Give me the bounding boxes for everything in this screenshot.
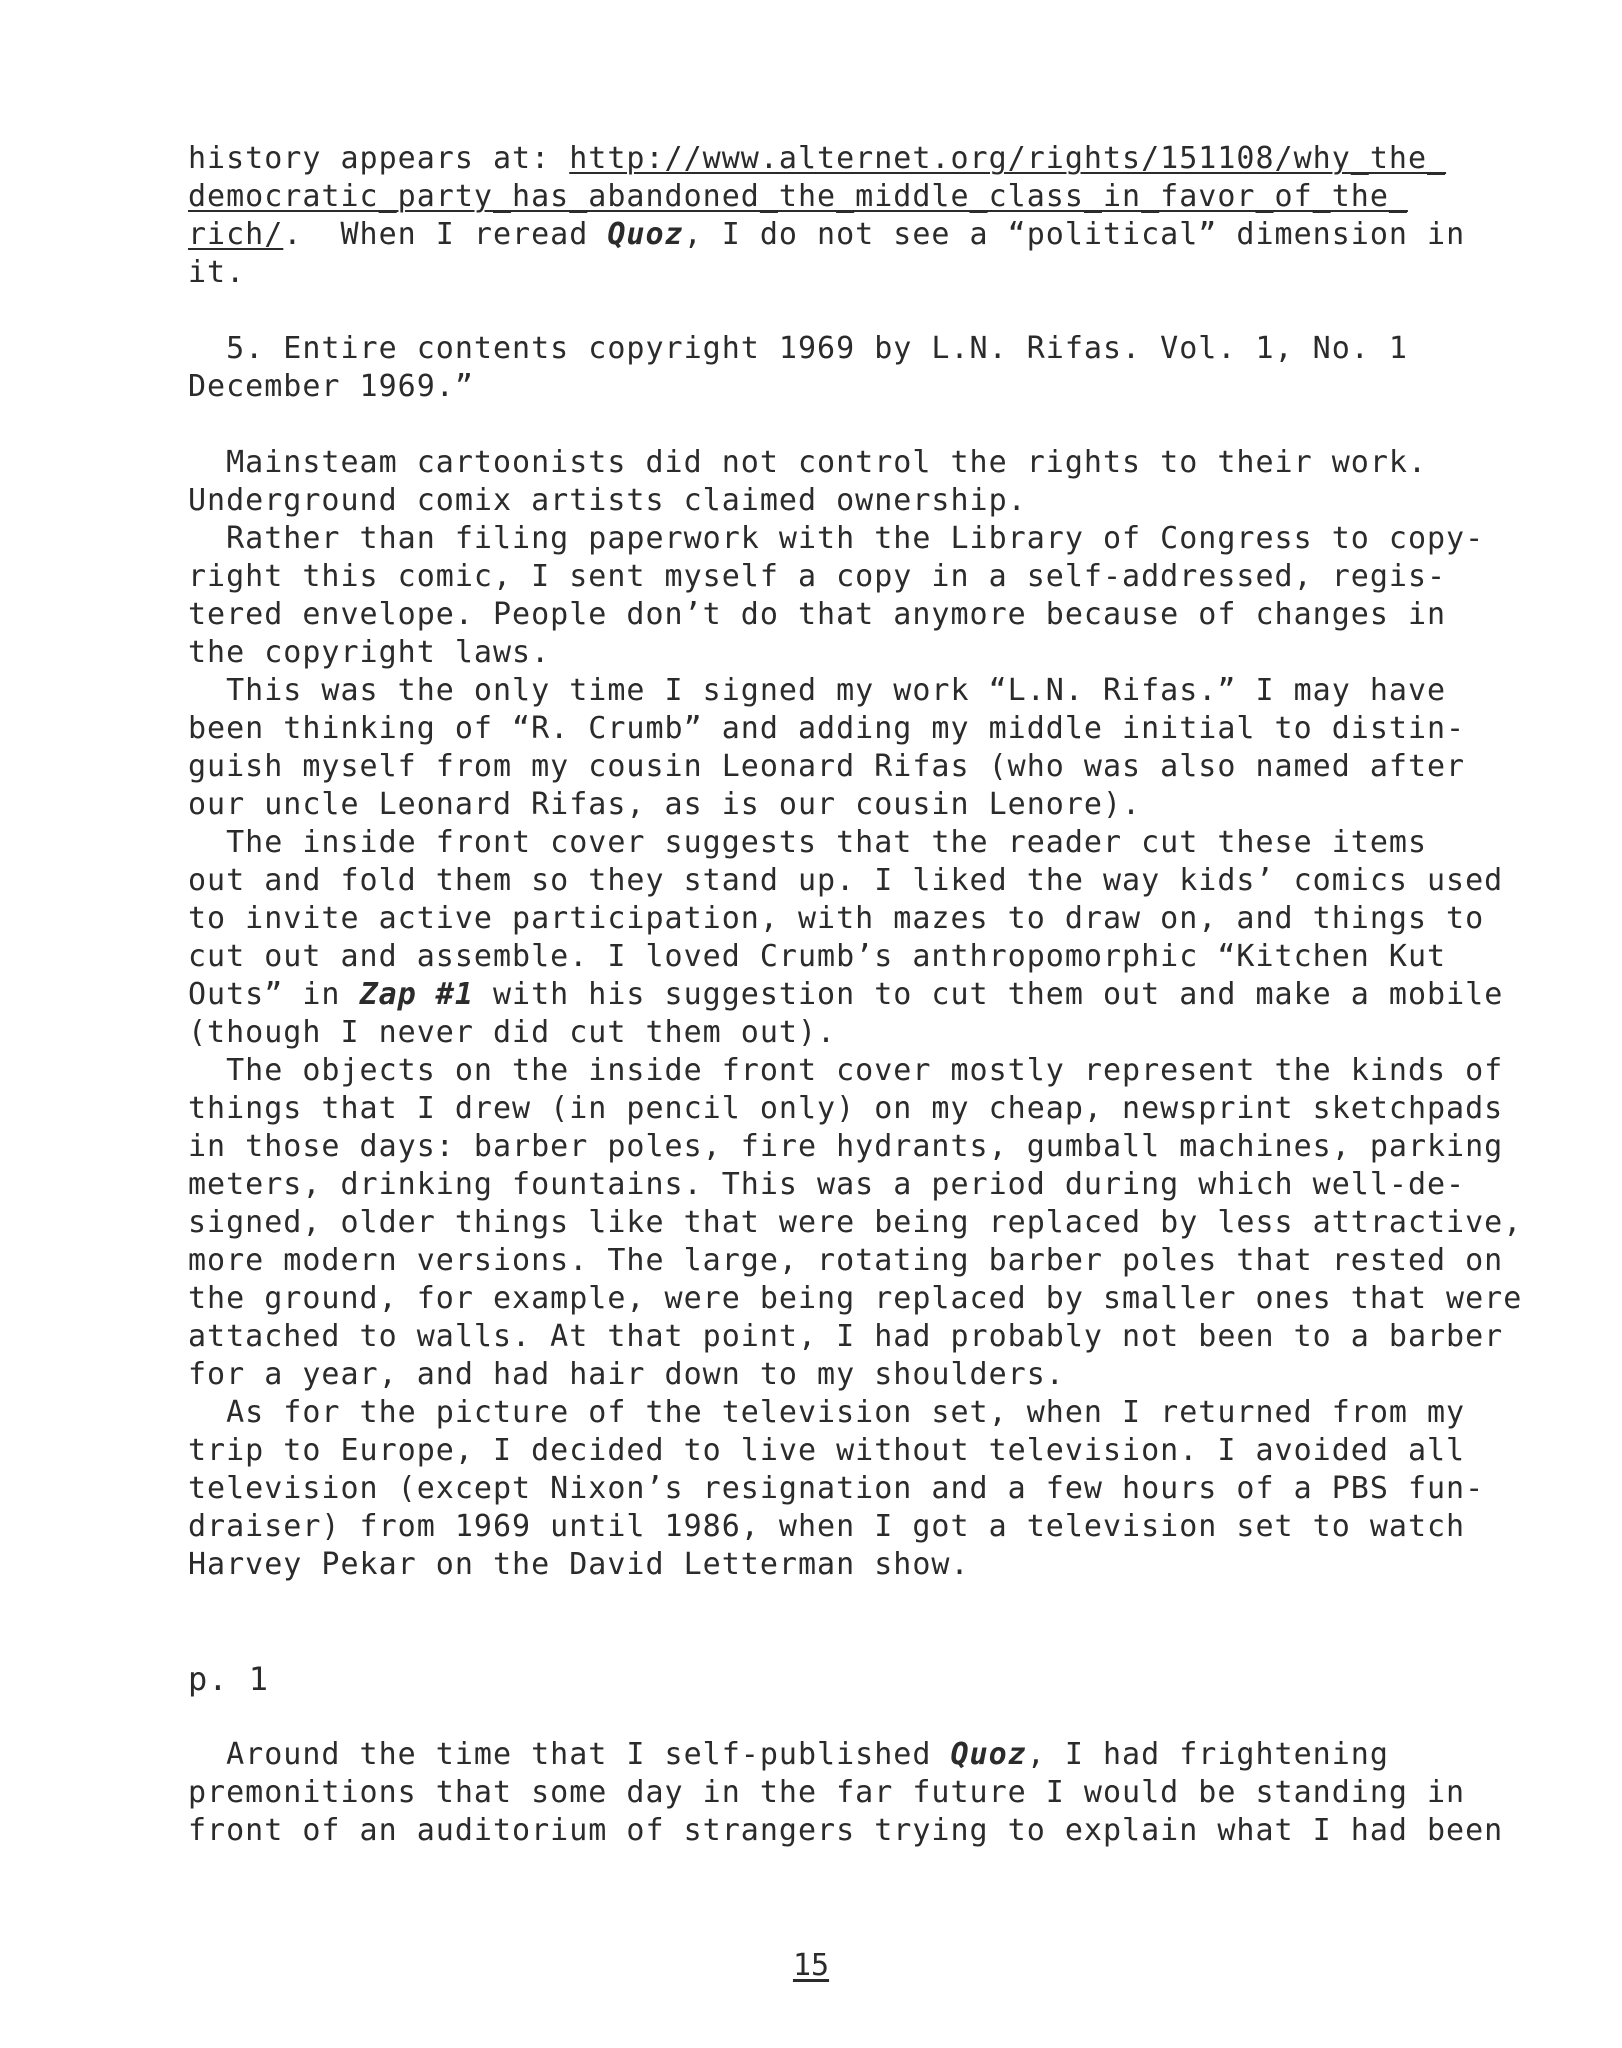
document-page <box>188 140 1523 1850</box>
zap-title: Zap #1 <box>359 977 474 1012</box>
text-line: trip to Europe, I decided to live without television. I avoided all <box>188 1433 1466 1468</box>
text-line: in those days: barber poles, fire hydrants, gumball machines, parking <box>188 1129 1504 1164</box>
text-line: television (except Nixon’s resignation and a few hours of a PBS fun- <box>188 1471 1485 1506</box>
alternet-link-continued[interactable]: democratic_party_has_abandoned_the_middle_class_in_favor_of_the_ <box>188 179 1408 214</box>
text-line: As for the picture of the television set, when I returned from my <box>188 1395 1466 1430</box>
text-line <box>188 976 1504 1014</box>
text-line: attached to walls. At that point, I had probably not been to a barber <box>188 1319 1504 1354</box>
text-line: (though I never did cut them out). <box>188 1015 837 1050</box>
text-line: premonitions that some day in the far future I would be standing in <box>188 1775 1466 1810</box>
text-line: tered envelope. People don’t do that anymore because of changes in <box>188 597 1447 632</box>
text-line: The inside front cover suggests that the reader cut these items <box>188 825 1427 860</box>
intro-line-1 <box>188 140 1478 178</box>
text-line: guish myself from my cousin Leonard Rifas (who was also named after <box>188 749 1466 784</box>
text-line: The objects on the inside front cover mostly represent the kinds of <box>188 1053 1504 1088</box>
text-span: Around the time that I self-published <box>188 1737 951 1772</box>
paragraph-inside-cover <box>188 824 1504 1052</box>
intro-text: , I do not see a “political” dimension in <box>683 217 1466 252</box>
text-line: Mainsteam cartoonists did not control the rights to their work. <box>188 445 1427 480</box>
note-5-line-1: 5. Entire contents copyright 1969 by L.N. Rifas. Vol. 1, No. 1 <box>188 331 1408 366</box>
intro-text: . When I reread <box>283 217 608 252</box>
text-line <box>188 1736 1478 1774</box>
text-line: meters, drinking fountains. This was a period during which well-de- <box>188 1167 1466 1202</box>
quoz-title: Quoz <box>607 217 684 252</box>
text-line: things that I drew (in pencil only) on my cheap, newsprint sketchpads <box>188 1091 1504 1126</box>
text-line: been thinking of “R. Crumb” and adding my middle initial to distin- <box>188 711 1466 746</box>
text-line: right this comic, I sent myself a copy in a self-addressed, regis- <box>188 559 1447 594</box>
text-line: more modern versions. The large, rotating barber poles that rested on <box>188 1243 1504 1278</box>
text-line: Harvey Pekar on the David Letterman show. <box>188 1547 970 1582</box>
paragraph-copyright <box>188 520 1485 672</box>
text-span: with his suggestion to cut them out and make a mobile <box>473 977 1504 1012</box>
text-span: , I had frightening <box>1026 1737 1389 1772</box>
text-line: Underground comix artists claimed ownership. <box>188 483 1027 518</box>
note-5-line-2: December 1969.” <box>188 369 474 404</box>
intro-text: history appears at: <box>188 141 570 176</box>
alternet-link[interactable]: http://www.alternet.org/rights/151108/why_the_ <box>569 141 1447 176</box>
paragraph-objects <box>188 1052 1523 1394</box>
text-line: the ground, for example, were being replaced by smaller ones that were <box>188 1281 1523 1316</box>
text-line: out and fold them so they stand up. I liked the way kids’ comics used <box>188 863 1504 898</box>
text-line: cut out and assemble. I loved Crumb’s anthropomorphic “Kitchen Kut <box>188 939 1447 974</box>
section-heading: p. 1 <box>188 1660 270 1698</box>
page-number: 15 <box>792 1948 830 1983</box>
text-line: to invite active participation, with mazes to draw on, and things to <box>188 901 1485 936</box>
text-span: Outs” in <box>188 977 360 1012</box>
paragraph-television <box>188 1394 1485 1584</box>
text-line: the copyright laws. <box>188 635 551 670</box>
text-line: our uncle Leonard Rifas, as is our cousin Lenore). <box>188 787 1142 822</box>
intro-line-4: it. <box>188 255 246 290</box>
paragraph-rights <box>188 444 1478 520</box>
alternet-link-end[interactable]: rich/ <box>188 217 284 252</box>
paragraph-signature <box>188 672 1478 824</box>
intro-line-2 <box>188 178 1478 216</box>
text-line: draiser) from 1969 until 1986, when I got a television set to watch <box>188 1509 1466 1544</box>
text-line: front of an auditorium of strangers trying to explain what I had been <box>188 1813 1504 1848</box>
paragraph-premonitions <box>188 1736 1504 1850</box>
text-line: This was the only time I signed my work “L.N. Rifas.” I may have <box>188 673 1447 708</box>
text-line: for a year, and had hair down to my shoulders. <box>188 1357 1065 1392</box>
text-line: Rather than filing paperwork with the Library of Congress to copy- <box>188 521 1485 556</box>
quoz-title: Quoz <box>950 1737 1027 1772</box>
intro-line-3 <box>188 216 1478 254</box>
text-line: signed, older things like that were being replaced by less attractive, <box>188 1205 1523 1240</box>
